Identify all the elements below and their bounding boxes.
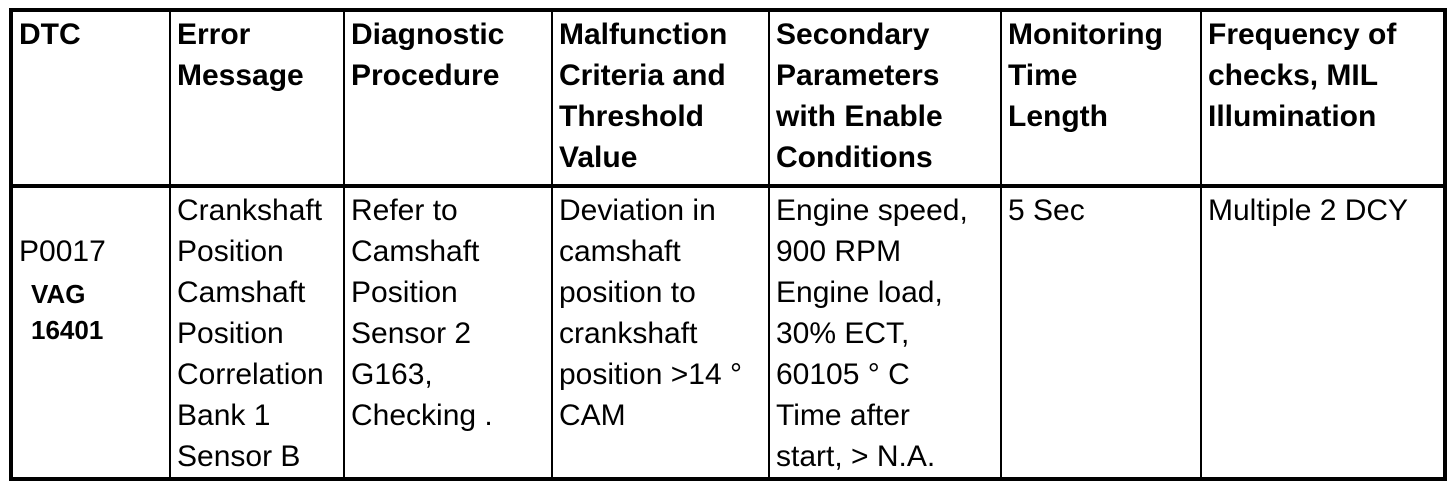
cell-dtc [11,186,170,479]
cell-secondary-parameters: Engine speed, 900 RPM Engine load, 30% ECT, 60105 ° C Time after start, > N.A. [769,186,1001,479]
dtc-table [9,8,1447,481]
cell-monitoring-time: 5 Sec [1001,186,1201,479]
cell-malfunction-criteria: Deviation in camshaft position to crankshaft position >14 ° CAM [552,186,769,479]
header-row [11,10,1445,186]
header-diagnostic-procedure: Diagnostic Procedure [344,10,552,186]
table-header [11,10,1445,186]
cell-diagnostic-procedure: Refer to Camshaft Position Sensor 2 G163, Checking . [344,186,552,479]
vag-code: VAG 16401 [31,279,104,345]
dtc-code: P0017 [19,235,106,268]
header-error-message: Error Message [170,10,344,186]
header-dtc: DTC [11,10,170,186]
header-secondary-parameters: Secondary Parameters with Enable Conditions [769,10,1001,186]
header-frequency: Frequency of checks, MIL Illumination [1201,10,1445,186]
table-body [11,186,1445,479]
table-row [11,186,1445,479]
cell-frequency: Multiple 2 DCY [1201,186,1445,479]
cell-error-message: Crankshaft Position Camshaft Position Correlation Bank 1 Sensor B [170,186,344,479]
header-monitoring-time: Monitoring Time Length [1001,10,1201,186]
header-malfunction-criteria: Malfunction Criteria and Threshold Value [552,10,769,186]
